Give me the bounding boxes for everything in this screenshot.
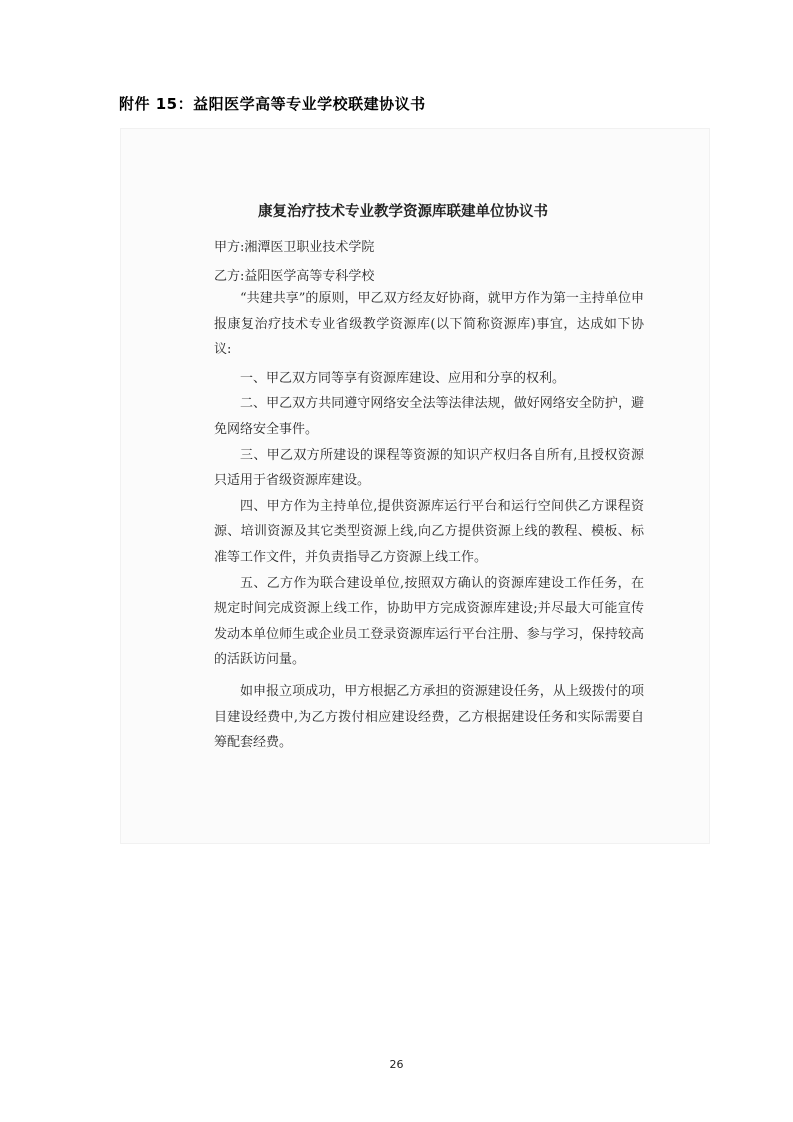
intro-paragraph: “共建共享”的原则，甲乙双方经友好协商，就甲方作为第一主持单位申报康复治疗技术专业省级教学资源库(以下简称资源库)事宜，达成如下协议: (214, 291, 644, 358)
agreement-body (214, 286, 644, 756)
clause-1: 一、甲乙双方同等享有资源库建设、应用和分享的权利。 (240, 370, 566, 386)
page-number: 26 (389, 1058, 404, 1071)
document-title: 康复治疗技术专业教学资源库联建单位协议书 (258, 203, 548, 220)
attachment-heading: 附件 15：益阳医学高等专业学校联建协议书 (119, 95, 426, 113)
party-b-line: 乙方:益阳医学高等专科学校 (214, 269, 375, 284)
clause-5: 五、乙方作为联合建设单位,按照双方确认的资源库建设工作任务，在规定时间完成资源上线工作，协助甲方完成资源库建设;并尽最大可能宣传发动本单位师生或企业员工登录资源库运行平台注册、参与学习，保持较高的活跃访问量。 (214, 575, 644, 668)
party-a-line: 甲方:湘潭医卫职业技术学院 (214, 240, 375, 255)
clause-4: 四、甲方作为主持单位,提供资源库运行平台和运行空间供乙方课程资源、培训资源及其它类型资源上线,向乙方提供资源上线的教程、模板、标准等工作文件，并负责指导乙方资源上线工作。 (214, 498, 644, 565)
clause-3: 三、甲乙双方所建设的课程等资源的知识产权归各自所有,且授权资源只适用于省级资源库建设。 (214, 447, 644, 489)
clause-2: 二、甲乙双方共同遵守网络安全法等法律法规，做好网络安全防护，避免网络安全事件。 (214, 396, 644, 437)
funding-paragraph: 如申报立项成功，甲方根据乙方承担的资源建设任务，从上级拨付的项目建设经费中,为乙方拨付相应建设经费，乙方根据建设任务和实际需要自筹配套经费。 (214, 683, 644, 751)
